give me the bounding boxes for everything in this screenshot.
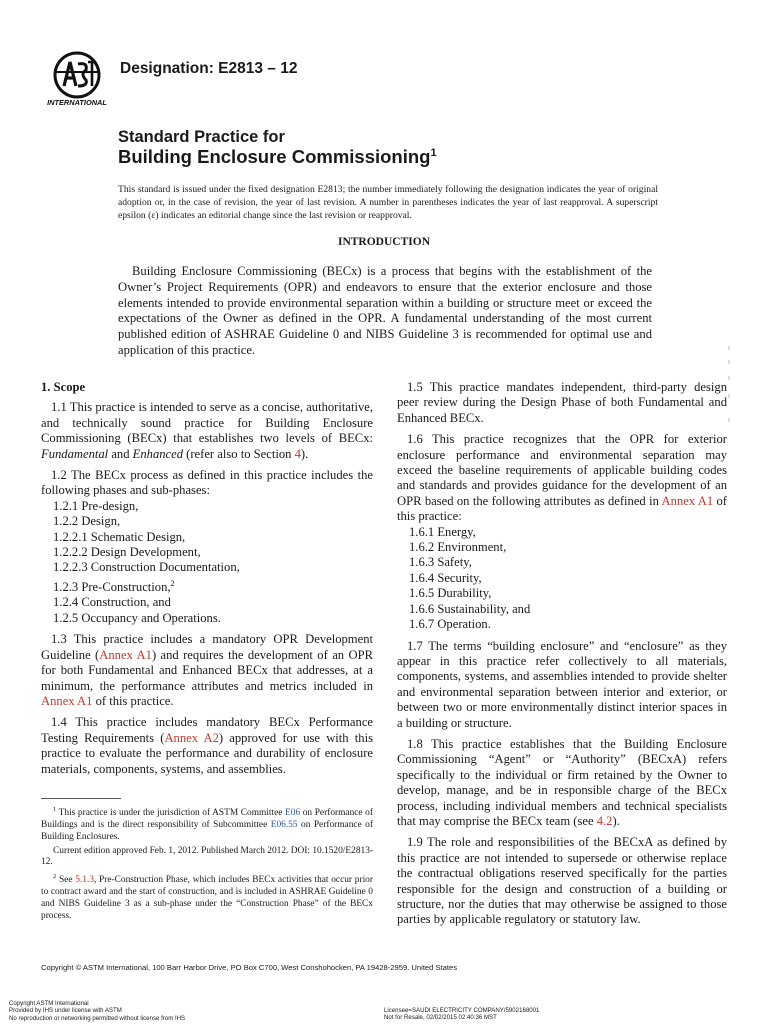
list-item: 1.2.5 Occupancy and Operations. — [53, 610, 221, 625]
para-1-6 — [397, 432, 727, 524]
section-5-1-3-link[interactable]: 5.1.3 — [75, 875, 94, 886]
list-item: 1.2.2.2 Design Development, — [53, 545, 201, 560]
footnote-2 — [41, 871, 373, 922]
list-item: 1.6.4 Security, — [409, 570, 482, 585]
annex-a2-link[interactable]: Annex A2 — [164, 730, 219, 745]
designation-notice: This standard is issued under the fixed designation E2813; the number immediately following the designation indicates the year of original adoption or, in the case of revision, the year of last revision. A number in parentheses indicates the year of last reapproval. A superscript epsilon (ε) indicates an editorial change since the last revision or reapproval. — [118, 184, 658, 221]
list-item: 1.6.2 Environment, — [409, 540, 507, 555]
para-1-1-end: ). — [300, 446, 309, 461]
astm-logo-mark — [42, 50, 112, 108]
level-enhanced: Enhanced — [132, 446, 184, 461]
para-1-3-b: ) and requires the development of an OPR for both Fundamental and Enhanced BECx that addresses, at a minimum, the performance attributes and metrics included in — [41, 647, 373, 693]
committee-e06-link[interactable]: E06 — [285, 808, 301, 819]
license-line: Not for Resale, 02/02/2015 02:40:36 MST — [384, 1014, 497, 1022]
list-item: 1.2.2.3 Construction Documentation, — [53, 560, 240, 575]
footnote-1 — [41, 804, 373, 844]
para-1-1-mid: (refer also to Section — [183, 446, 295, 461]
list-item: 1.6.1 Energy, — [409, 524, 476, 539]
standard-title: Building Enclosure Commissioning — [118, 146, 431, 167]
para-1-1-text: 1.1 This practice is intended to serve as a concise, authoritative, and technically sound practice for Building Enclosure Commissioning (BECx) that establishes two levels of BECx: — [41, 400, 373, 446]
right-column — [397, 380, 727, 934]
astm-logo — [42, 50, 112, 108]
scope-heading: 1. Scope — [41, 380, 86, 394]
subcommittee-link[interactable]: E06.55 — [270, 819, 298, 830]
license-line: Provided by IHS under license with ASTM — [9, 1007, 122, 1015]
license-right — [384, 1007, 539, 1022]
para-1-9: 1.9 The role and responsibilities of the BECxA as defined by this practice are not intended to supersede or otherwise replace the contractual obligations reserved specifically for the parties responsible for the design and construction of a building or structure, nor the duties that may otherwise be assigned to those parties by applicable regulatory or statutory law. — [397, 835, 727, 927]
license-left — [9, 1000, 185, 1022]
para-1-4-a: 1.4 This practice includes mandatory BECx Performance Testing Requirements ( — [41, 715, 373, 745]
annex-a1-link[interactable]: Annex A1 — [41, 693, 93, 708]
footnote-1-b: on Performance of Buildings and is the direct responsibility of Subcommittee — [41, 808, 373, 830]
footnote-2-b: , Pre-Construction Phase, which includes BECx activities that occur prior to contract award and the start of construction, and is included in ASHRAE Guideline 0 and NIBS Guideline 3 as a sub-phase under the “Construction Phase” of the BECx process. — [41, 875, 373, 921]
footnote-rule — [41, 798, 121, 799]
title-footnote-ref[interactable]: 1 — [430, 146, 437, 159]
list-item: 1.2.2.1 Schematic Design, — [53, 529, 186, 544]
footnote-2-mark: 2 — [53, 873, 57, 881]
annex-a1-link[interactable]: Annex A1 — [99, 647, 152, 662]
license-line: No reproduction or networking permitted without license from IHS — [9, 1014, 186, 1022]
para-1-6-b: of this practice: — [397, 493, 727, 524]
para-1-8-b: ). — [612, 813, 620, 828]
footnotes — [41, 804, 373, 924]
standard-title-line1: Standard Practice for — [118, 128, 285, 146]
introduction-heading: INTRODUCTION — [337, 236, 430, 248]
footnote-edition: Current edition approved Feb. 1, 2012. Published March 2012. DOI: 10.1520/E2813-12. — [41, 845, 374, 868]
para-1-6-a: 1.6 This practice recognizes that the OPR for exterior enclosure performance and environmental separation may exceed the baseline requirements of applicable building codes and standards and provides guidance for the development of an OPR based on the following attributes as defined in — [397, 432, 727, 508]
list-item: 1.6.7 Operation. — [409, 617, 491, 632]
para-1-3-a: 1.3 This practice includes a mandatory OPR Development Guideline ( — [41, 632, 373, 662]
section-4-2-link[interactable]: 4.2 — [596, 813, 613, 828]
level-fundamental: Fundamental — [41, 446, 109, 461]
footnote-2-ref[interactable]: 2 — [170, 578, 175, 588]
left-column — [41, 380, 373, 783]
para-1-4-b: ) approved for use with this practice to evaluate the performance and durability of enclosure materials, components, systems, and assemblies. — [41, 730, 373, 776]
para-1-8-a: 1.8 This practice establishes that the Building Enclosure Commissioning “Agent” or “Authority” (BECxA) refers specifically to the individual or firm retained by the Owner to develop, manage, and be in responsible charge of the BECx process, including individual members and technical specialists that may comprise the BECx team (see — [397, 736, 727, 828]
list-item: 1.6.6 Sustainability, and — [409, 601, 531, 616]
license-line: Copyright ASTM International — [9, 1000, 89, 1007]
copyright-line: Copyright © ASTM International, 100 Barr Harbor Drive, PO Box C700, West Conshohocken, PA 19428-2959. United States — [41, 963, 458, 972]
footnote-2-a: See — [56, 875, 76, 886]
para-1-4 — [41, 715, 373, 777]
list-item: 1.2.2 Design, — [53, 514, 121, 529]
para-1-1 — [41, 400, 373, 462]
para-1-3-c: of this practice. — [92, 693, 174, 708]
designation: Designation: E2813 – 12 — [120, 60, 298, 77]
list-item: 1.6.5 Durability, — [409, 586, 492, 601]
para-1-1-and: and — [108, 446, 133, 461]
list-item — [41, 576, 373, 596]
list-item: 1.2.4 Construction, and — [53, 595, 171, 610]
para-1-7: 1.7 The terms “building enclosure” and “enclosure” as they appear in this practice refer collectively to all materials, components, systems, and assemblies intended to provide shelter and environmental separation between interior and exterior, or between two or more environmentally distinct interior spaces in a building or structure. — [397, 638, 727, 730]
introduction-text: Building Enclosure Commissioning (BECx) is a process that begins with the establishment of the Owner’s Project Requirements (OPR) and endeavors to ensure that the exterior enclosure and those elements intended to provide environmental separation within a building or structure meet or exceed the expectations of the Owner as defined in the OPR. A fundamental understanding of the most current published edition of ASHRAE Guideline 0 and NIBS Guideline 3 is recommended for optimal use and application of this practice. — [118, 264, 652, 357]
footnote-1-mark: 1 — [53, 806, 57, 813]
license-line: Licensee=SAUDI ELECTRICITY COMPANY/5902168001 — [384, 1007, 540, 1014]
para-1-8 — [397, 737, 727, 829]
list-item-text: 1.2.3 Pre-Construction, — [53, 580, 171, 595]
para-1-3 — [41, 632, 373, 709]
standard-title-line2 — [118, 146, 437, 168]
list-item: 1.6.3 Safety, — [409, 555, 472, 570]
section-4-link[interactable]: 4 — [294, 446, 301, 461]
annex-a1-link[interactable]: Annex A1 — [661, 493, 714, 508]
para-1-5: 1.5 This practice mandates independent, third-party design peer review during the Design Phase of both Fundamental and Enhanced BECx. — [397, 380, 727, 425]
para-1-2: 1.2 The BECx process as defined in this practice includes the following phases and sub-phases: — [41, 468, 373, 498]
footnote-1-a: This practice is under the jurisdiction of ASTM Committee — [56, 808, 286, 819]
list-item: 1.2.1 Pre-design, — [53, 498, 139, 513]
footnote-1-c: on Performance of Building Enclosures. — [41, 819, 373, 842]
logo-wordmark: INTERNATIONAL — [47, 98, 107, 107]
